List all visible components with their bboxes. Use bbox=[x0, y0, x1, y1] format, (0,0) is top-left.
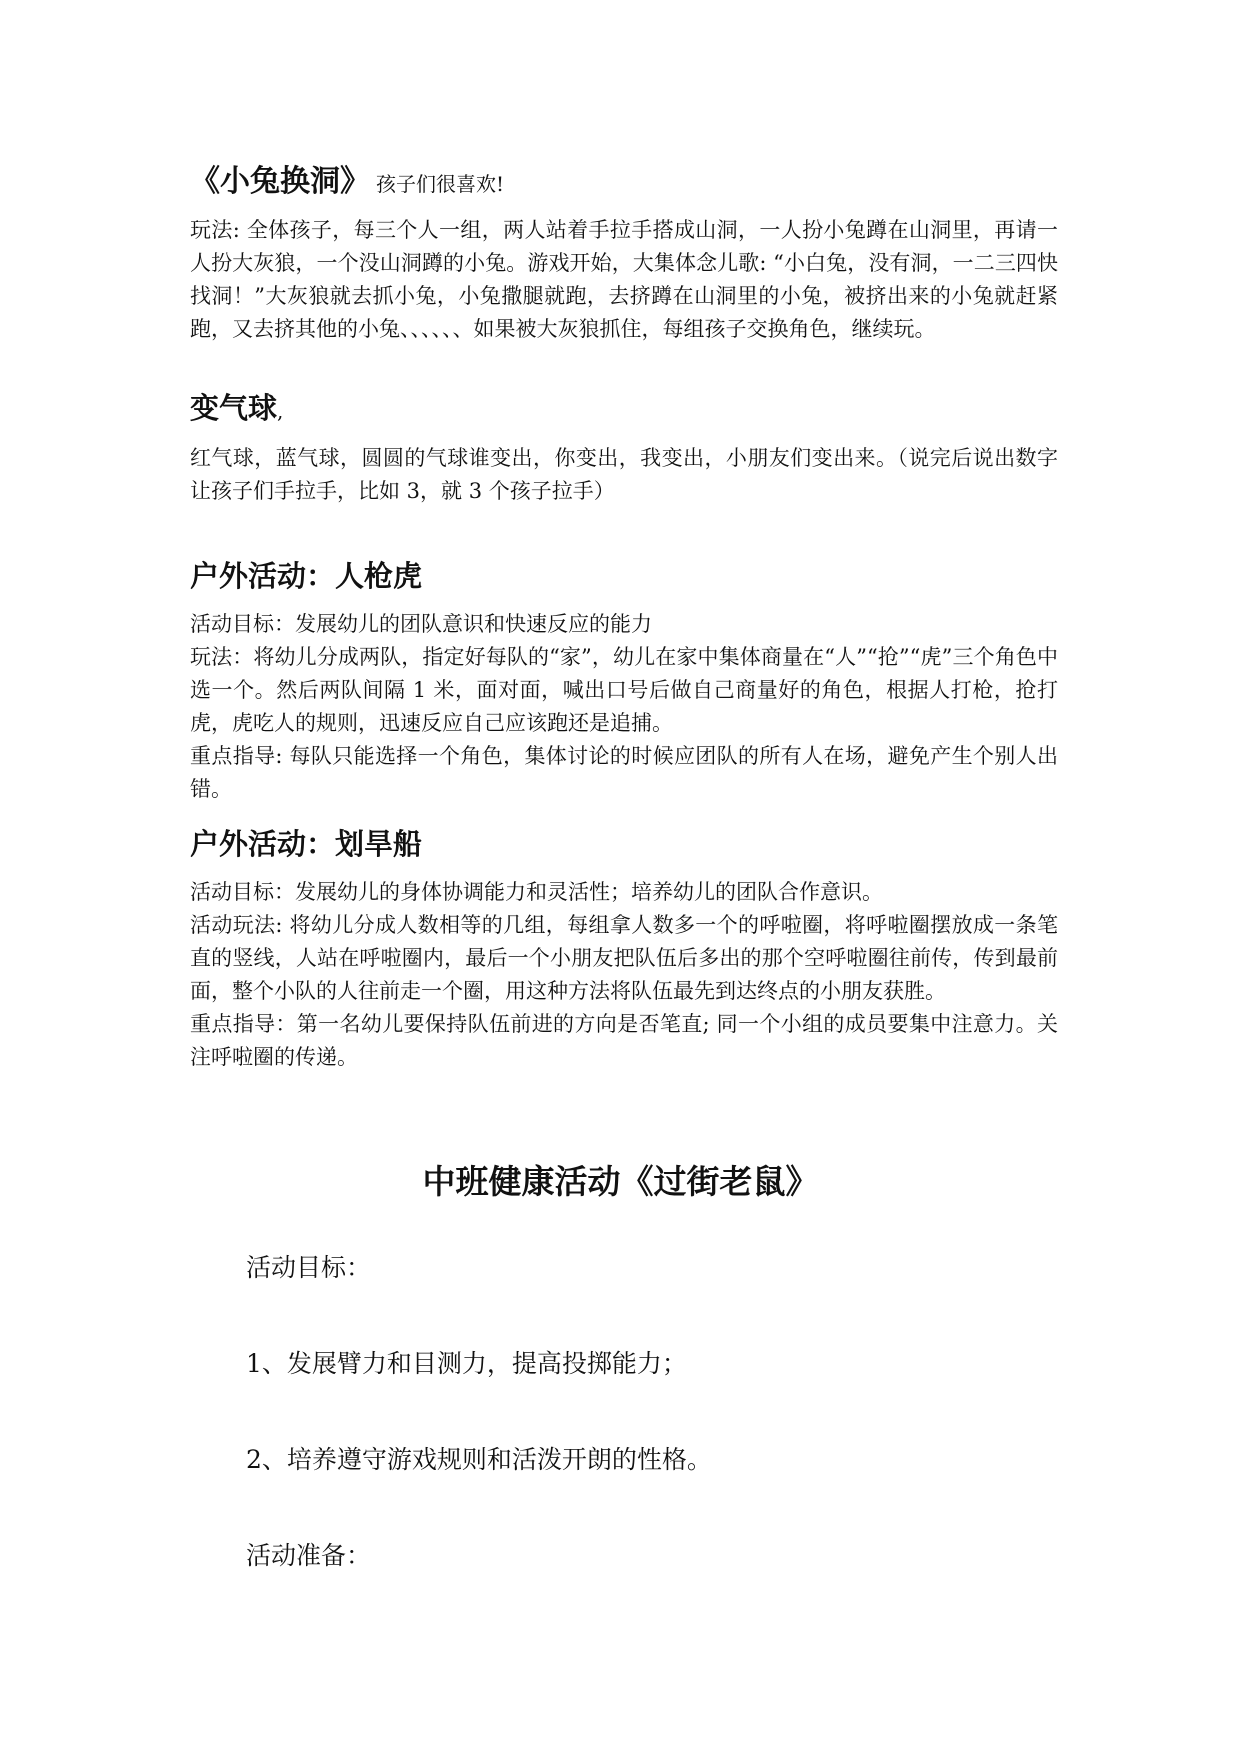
mouse-goal-label: 活动目标： bbox=[246, 1253, 372, 1282]
mouse-goal-1: 1、发展臂力和目测力，提高投掷能力； bbox=[246, 1349, 687, 1378]
boat-rules: 活动玩法: 将幼儿分成人数相等的几组，每组拿人数多一个的呼啦圈，将呼啦圈摆放成一条笔直的竖线，人站在呼啦圈内，最后一个小朋友把队伍后多出的那个空呼啦圈往前传，传到最前面，整个小队的人往前走一个圈，用这种方法将队伍最先到达终点的小朋友获胜。 bbox=[190, 913, 1058, 1003]
boat-body bbox=[190, 876, 1058, 1074]
mouse-title: 中班健康活动《过街老鼠》 bbox=[422, 1162, 819, 1201]
tiger-title: 户外活动：人枪虎 bbox=[190, 559, 423, 593]
rabbit-heading bbox=[190, 162, 1058, 204]
tiger-rules: 玩法：将幼儿分成两队，指定好每队的“家”，幼儿在家中集体商量在“人”“抢”“虎”三个角色中选一个。然后两队间隔 1 米，面对面，喊出口号后做自己商量好的角色，根据人打枪，抢打虎，虎吃人的规则，迅速反应自己应该跑还是追捕。 bbox=[190, 645, 1058, 735]
balloon-body bbox=[190, 442, 1058, 508]
rabbit-body-text: 玩法: 全体孩子，每三个人一组，两人站着手拉手搭成山洞，一人扮小兔蹲在山洞里，再请一人扮大灰狼，一个没山洞蹲的小兔。游戏开始，大集体念儿歌: “小白兔，没有洞，一二三四快找洞！”大灰狼就去抓小兔，小兔撒腿就跑，去挤蹲在山洞里的小兔，被挤出来的小兔就赶紧跑，又去挤其他的小兔、、、、、、如果被大灰狼抓住，每组孩子交换角色，继续玩。 bbox=[190, 218, 1058, 341]
tiger-goal: 活动目标：发展幼儿的团队意识和快速反应的能力 bbox=[190, 612, 652, 636]
rabbit-body bbox=[190, 214, 1058, 346]
tiger-guidance: 重点指导: 每队只能选择一个角色，集体讨论的时候应团队的所有人在场，避免产生个别人出错。 bbox=[190, 744, 1058, 801]
boat-goal: 活动目标：发展幼儿的身体协调能力和灵活性；培养幼儿的团队合作意识。 bbox=[190, 880, 883, 904]
mouse-goal-2: 2、培养遵守游戏规则和活泼开朗的性格。 bbox=[246, 1445, 712, 1474]
boat-guidance: 重点指导：第一名幼儿要保持队伍前进的方向是否笔直; 同一个小组的成员要集中注意力。关注呼啦圈的传递。 bbox=[190, 1012, 1058, 1069]
boat-title: 户外活动：划旱船 bbox=[190, 827, 423, 861]
rabbit-subtitle: 孩子们很喜欢! bbox=[376, 172, 505, 196]
balloon-heading bbox=[190, 388, 1058, 431]
balloon-title-tail: , bbox=[277, 399, 284, 423]
mouse-prep-label: 活动准备： bbox=[246, 1541, 372, 1570]
tiger-body bbox=[190, 608, 1058, 806]
rabbit-title: 《小兔换洞》 bbox=[190, 164, 370, 199]
balloon-body-text: 红气球，蓝气球，圆圆的气球谁变出，你变出，我变出，小朋友们变出来。（说完后说出数字让孩子们手拉手，比如 3，就 3 个孩子拉手） bbox=[190, 446, 1058, 503]
balloon-title: 变气球 bbox=[190, 391, 278, 425]
